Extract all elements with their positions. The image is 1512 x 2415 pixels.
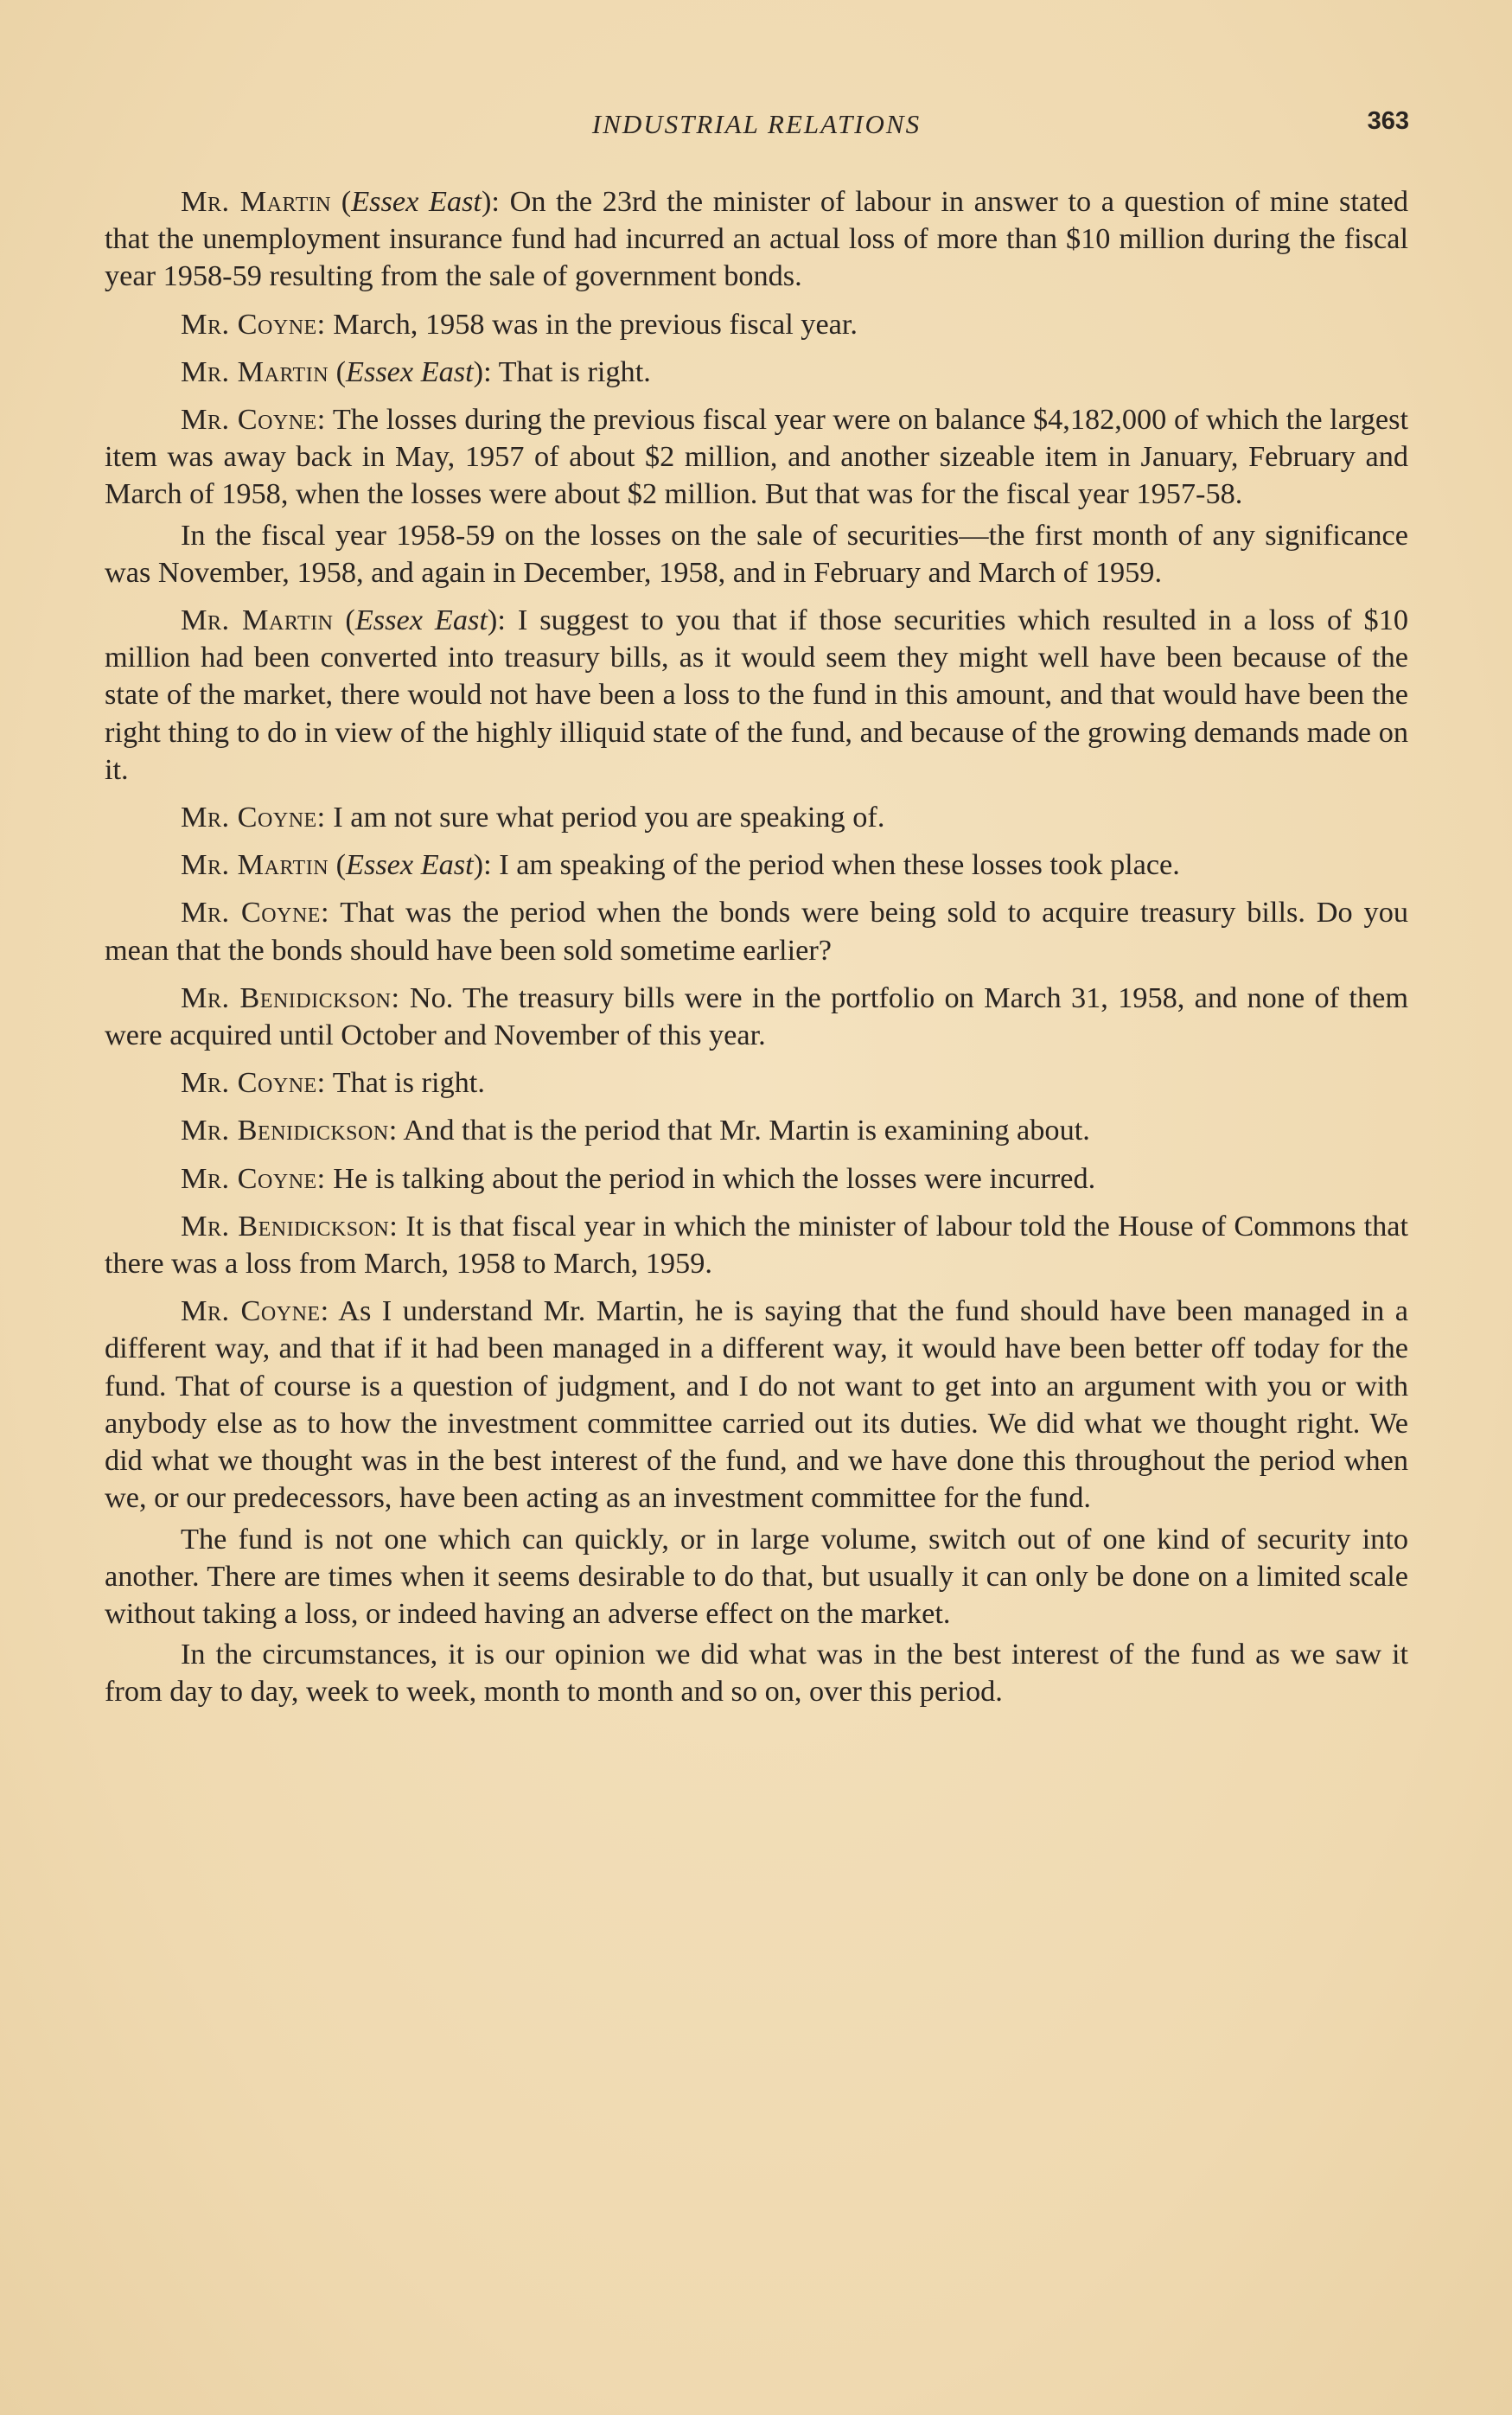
paragraph-7 <box>105 799 1408 836</box>
paragraph-text: That was the period when the bonds were being sold to acquire treasury bills. Do you mean that the bonds should have been sold sometime earlier? <box>105 896 1408 967</box>
paragraph-text: I am not sure what period you are speaking of. <box>333 801 885 834</box>
page-number: 363 <box>1367 107 1409 135</box>
paragraph-1: Mr. Martin (Essex East): On the 23rd the minister of labour in answer to a question of mine stated that the unemployment insurance fund had incurred an actual loss of more than $10 million during the fiscal year 1958-59 resulting from the sale of government bonds. <box>105 185 1409 293</box>
paragraph-14 <box>105 1208 1408 1282</box>
paragraph-8: Mr. Martin (Essex East): I am speaking of the period when these losses took place. <box>181 848 1180 882</box>
paragraph-text: March, 1958 was in the previous fiscal year. <box>333 307 858 341</box>
speaker-name: Mr. Coyne: <box>181 896 329 930</box>
paragraph-text: I am speaking of the period when these losses took place. <box>499 848 1180 882</box>
paragraph-4 <box>105 401 1408 514</box>
speaker-name: Mr. Martin <box>181 848 329 882</box>
paragraph-text: The fund is not one which can quickly, or in large volume, switch out of one kind of security into another. There are times when it seems desirable to do that, but usually it can only be done on a limited scale without taking a loss, or indeed having an adverse effect on the market. <box>105 1522 1408 1630</box>
paragraph-text: In the fiscal year 1958-59 on the losses on the sale of securities—the first month of any significance was November, 1958, and again in December, 1958, and in February and March of 1959. <box>105 518 1408 589</box>
speaker-name: Mr. Coyne: <box>181 1161 326 1195</box>
running-title: INDUSTRIAL RELATIONS <box>591 109 922 139</box>
paragraph-5 <box>105 517 1408 591</box>
paragraph-text: I suggest to you that if those securities which resulted in a loss of $10 million had been converted into treasury bills, as it would seem they might well have been because of the state of the market, there would not have been a loss to the fund in this amount, and that would have been the right thing to do in view of the highly illiquid state of the fund, and because of the growing demands made on it. <box>105 604 1409 786</box>
paragraph-3: Mr. Martin (Essex East): That is right. <box>181 355 651 388</box>
paragraph-text: The losses during the previous fiscal year were on balance $4,182,000 of which the largest item was away back in May, 1957 of about $2 million, and another sizeable item in January, February and March of 1958, when the losses were about $2 million. But that was for the fiscal year 1957-58. <box>105 403 1408 511</box>
speaker-riding: Essex East <box>351 185 482 218</box>
paragraph-13 <box>105 1160 1408 1198</box>
speaker-name: Mr. Coyne: <box>181 403 326 437</box>
speaker-name: Mr. Coyne: <box>181 1066 326 1100</box>
paragraph-15 <box>105 1293 1408 1517</box>
speaker-riding: Essex East <box>346 848 474 882</box>
paragraph-text: That is right. <box>332 1066 485 1100</box>
speaker-riding: Essex East <box>354 604 488 637</box>
speaker-name: Mr. Benidickson: <box>181 981 400 1014</box>
paragraph-10 <box>105 980 1408 1054</box>
paragraph-text: On the 23rd the minister of labour in answer to a question of mine stated that the unemployment insurance fund had incurred an actual loss of more than $10 million during the fiscal year 1958-59 resulting from the sale of government bonds. <box>105 185 1409 293</box>
paragraph-text: No. The treasury bills were in the portfolio on March 31, 1958, and none of them were acquired until October and November of this year. <box>105 981 1409 1052</box>
transcript-body <box>105 183 1408 1722</box>
paragraph-6: Mr. Martin (Essex East): I suggest to you that if those securities which resulted in a loss of $10 million had been converted into treasury bills, as it would seem they might well have been because of the state of the market, there would not have been a loss to the fund in this amount, and that would have been the right thing to do in view of the highly illiquid state of the fund, and because of the growing demands made on it. <box>105 604 1409 786</box>
speaker-name: Mr. Benidickson: <box>181 1114 398 1147</box>
paragraph-text: And that is the period that Mr. Martin is examining about. <box>403 1114 1090 1147</box>
speaker-name: Mr. Coyne: <box>181 1294 329 1328</box>
speaker-name: Mr. Coyne: <box>181 307 326 341</box>
page-header <box>104 105 1409 149</box>
speaker-name: Mr. Martin <box>181 604 334 637</box>
paragraph-text: It is that fiscal year in which the minister of labour told the House of Commons that there was a loss from March, 1958 to March, 1959. <box>105 1209 1409 1281</box>
paragraph-text: He is talking about the period in which the losses were incurred. <box>333 1161 1096 1195</box>
speaker-name: Mr. Benidickson: <box>181 1209 399 1243</box>
speaker-riding: Essex East <box>346 355 474 388</box>
paragraph-17 <box>105 1636 1408 1710</box>
speaker-name: Mr. Coyne: <box>181 801 326 834</box>
paragraph-16 <box>105 1521 1408 1633</box>
paragraph-text: As I understand Mr. Martin, he is saying that the fund should have been managed in a different way, and that if it had been managed in a different way, it would have been better off today for the fund. That of course is a question of judgment, and I do not want to get into an argument with you or with anybody else as to how the investment committee carried out its duties. We did what we thought right. We did what we thought was in the best interest of the fund, and we have done this throughout the period when we, or our predecessors, have been acting as an investment committee for the fund. <box>105 1294 1409 1515</box>
paragraph-12 <box>105 1112 1408 1149</box>
paragraph-11 <box>105 1064 1408 1102</box>
paragraph-text: In the circumstances, it is our opinion we did what was in the best interest of the fund as we saw it from day to day, week to week, month to month and so on, over this period. <box>105 1638 1408 1709</box>
speaker-name: Mr. Martin <box>181 355 329 388</box>
speaker-name: Mr. Martin <box>181 185 332 218</box>
paragraph-text: That is right. <box>498 355 651 388</box>
paragraph-2 <box>105 306 1408 343</box>
paragraph-9 <box>105 894 1408 968</box>
